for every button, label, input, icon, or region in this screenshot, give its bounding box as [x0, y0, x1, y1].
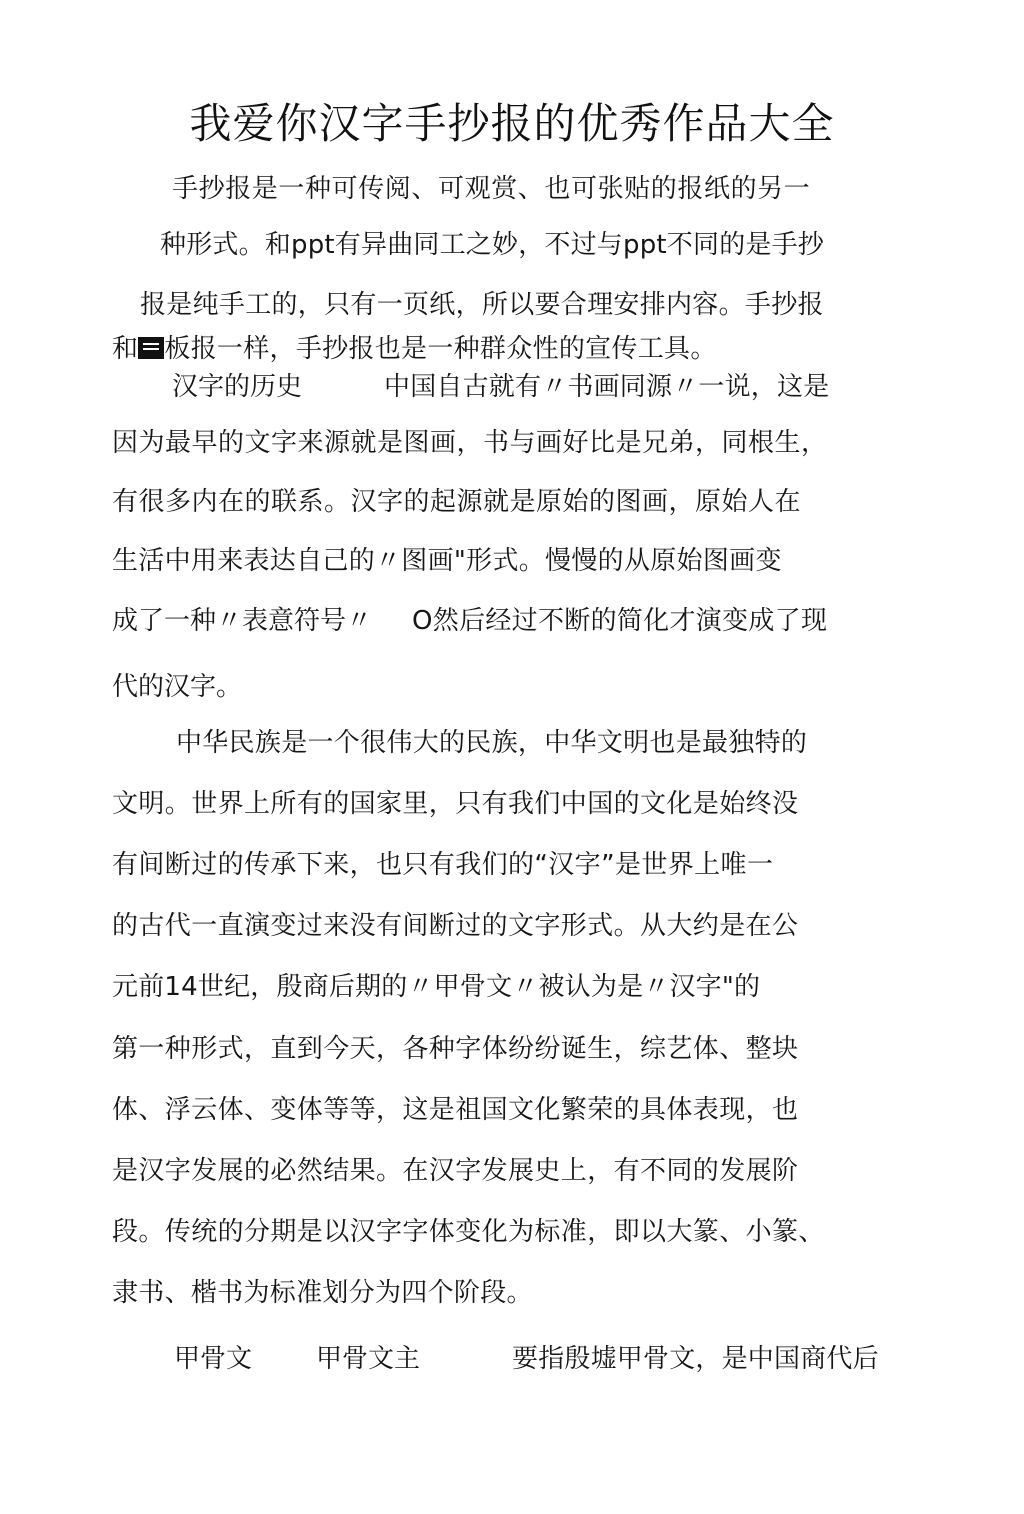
text-line: 的古代一直演变过来没有间断过的文字形式。从大约是在公 — [112, 911, 799, 941]
text-line: 种形式。和ppt有异曲同工之妙，不过与ppt不同的是手抄 — [160, 230, 825, 260]
text-line: 中华民族是一个很伟大的民族，中华文明也是最独特的 — [176, 728, 808, 758]
text-line: 隶书、楷书为标准划分为四个阶段。 — [112, 1278, 533, 1308]
text-line: 因为最早的文字来源就是图画，书与画好比是兄弟，同根生， — [112, 428, 828, 458]
text-line: 有很多内在的联系。汉字的起源就是原始的图画，原始人在 — [112, 487, 802, 517]
redacted-character-icon — [138, 337, 164, 359]
text-line: 要指殷墟甲骨文，是中国商代后 — [512, 1344, 879, 1374]
text-fragment: 和 — [112, 334, 139, 364]
text-line: 手抄报是一种可传阅、可观赏、也可张贴的报纸的另一 — [172, 174, 811, 204]
text-line: 生活中用来表达自己的〃图画"形式。慢慢的从原始图画变 — [112, 546, 782, 576]
text-line: 是汉字发展的必然结果。在汉字发展史上，有不同的发展阶 — [112, 1156, 799, 1186]
section-heading: 汉字的历史 — [172, 372, 303, 402]
text-line: 文明。世界上所有的国家里，只有我们中国的文化是始终没 — [112, 789, 799, 819]
text-line: 代的汉字。 — [112, 672, 243, 702]
text-line: 段。传统的分期是以汉字字体变化为标准，即以大篆、小篆、 — [112, 1217, 825, 1247]
text-line: 体、浮云体、变体等等，这是祖国文化繁荣的具体表现，也 — [112, 1095, 799, 1125]
document-title: 我爱你汉字手抄报的优秀作品大全 — [189, 99, 835, 148]
text-line: 成了一种〃表意符号〃 — [112, 606, 373, 636]
text-line: 第一种形式，直到今天，各种字体纷纷诞生，综艺体、整块 — [112, 1034, 799, 1064]
text-line: 报是纯手工的，只有一页纸，所以要合理安排内容。手抄报 — [140, 290, 824, 320]
text-line: 甲骨文主 — [316, 1344, 421, 1374]
text-line: 元前14世纪，殷商后期的〃甲骨文〃被认为是〃汉字"的 — [112, 972, 761, 1002]
text-line: 中国自古就有〃书画同源〃一说，这是 — [384, 372, 830, 402]
text-fragment: 板报一样，手抄报也是一种群众性的宣传工具。 — [164, 334, 717, 364]
text-line: 有间断过的传承下来，也只有我们的“汉字”是世界上唯一 — [112, 850, 774, 880]
text-line: O然后经过不断的简化才演变成了现 — [412, 606, 828, 636]
section-heading: 甲骨文 — [174, 1344, 253, 1374]
text-line — [112, 332, 717, 366]
